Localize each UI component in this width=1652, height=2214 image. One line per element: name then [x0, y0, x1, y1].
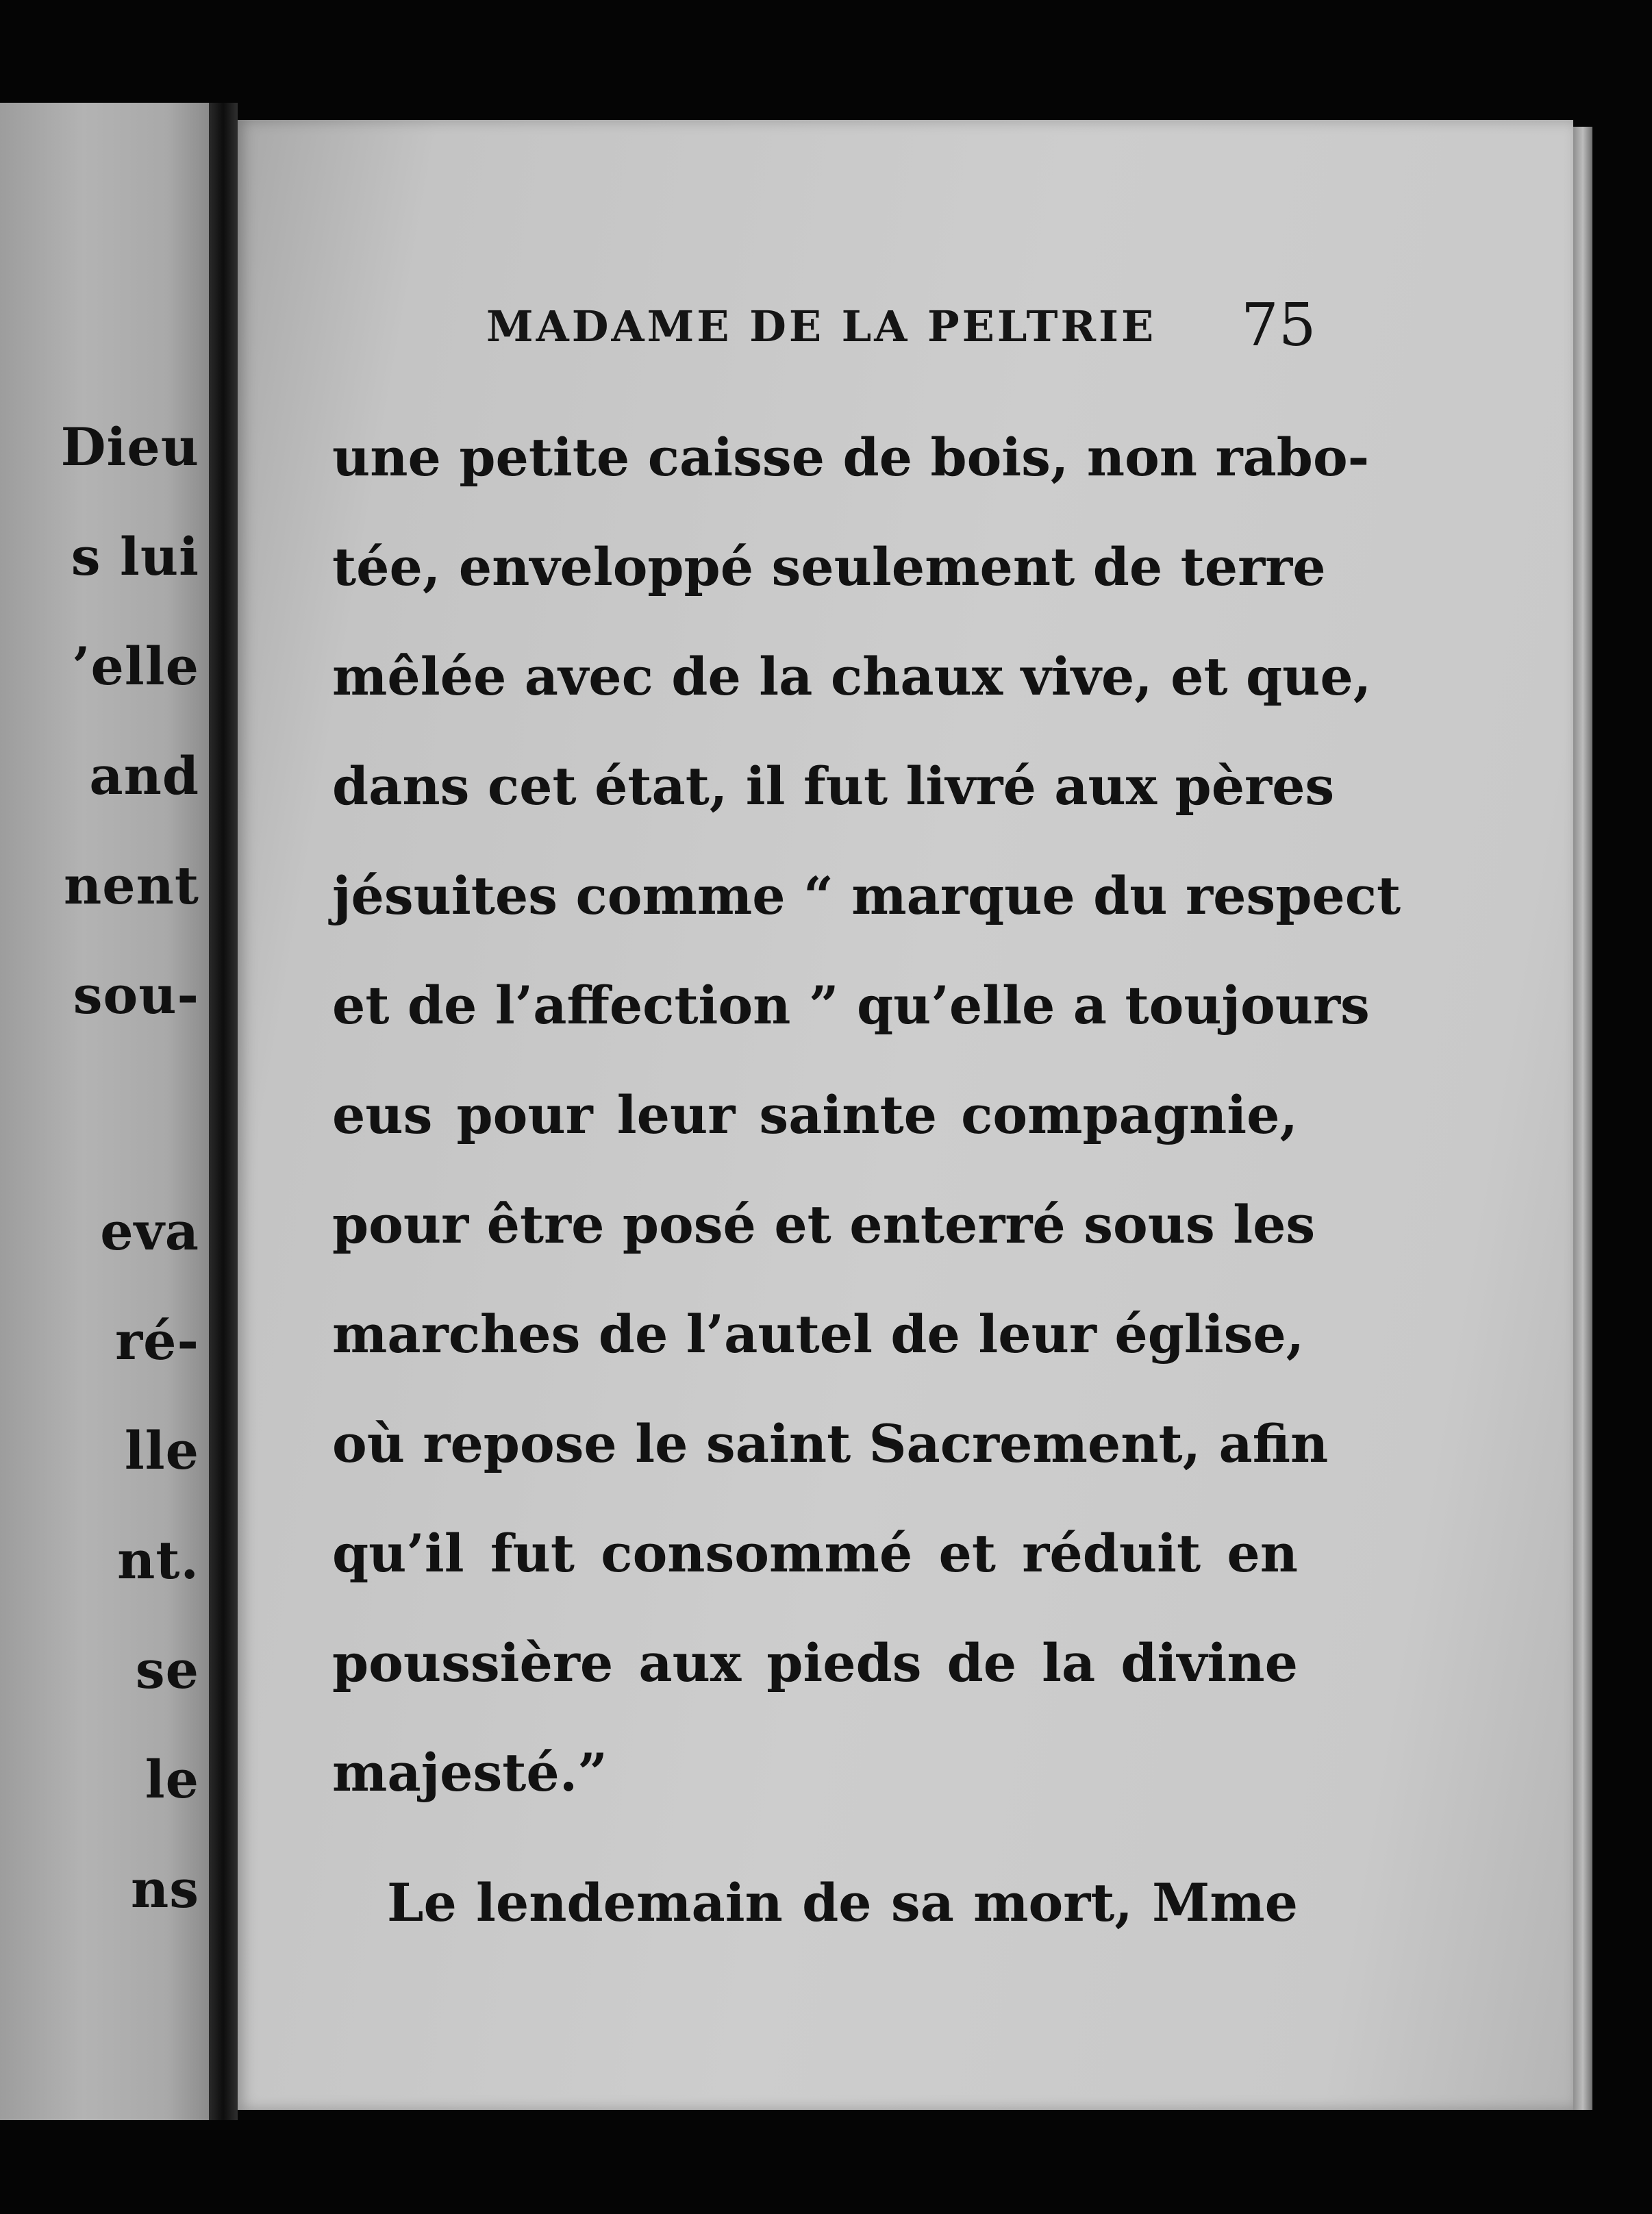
left-page-line: ré-	[115, 1310, 199, 1371]
body-text-line: poussière aux pieds de la divine	[332, 1632, 1298, 1693]
left-page-line: lle	[124, 1420, 199, 1481]
left-page-line: le	[145, 1749, 199, 1810]
body-text-line: tée, enveloppé seulement de terre	[332, 536, 1326, 597]
body-text-line: majesté.”	[332, 1742, 608, 1803]
body-text-line: une petite caisse de bois, non rabo-	[332, 427, 1370, 488]
left-page-line: ns	[130, 1858, 199, 1919]
left-page-line: eva	[100, 1201, 199, 1262]
page-number: 75	[1241, 291, 1316, 360]
book-gutter	[209, 103, 238, 2120]
left-page-line: sou-	[73, 965, 199, 1025]
body-text-line: eus pour leur sainte compagnie,	[332, 1084, 1298, 1145]
left-page-line: and	[89, 745, 199, 806]
body-text-line: jésuites comme “ marque du respect	[332, 865, 1401, 926]
left-page-line: ’elle	[72, 636, 199, 697]
left-page-fragment	[0, 103, 209, 2120]
left-page-line: nt.	[117, 1530, 199, 1591]
body-text-line: pour être posé et enterré sous les	[332, 1194, 1316, 1255]
body-text-line: dans cet état, il fut livré aux pères	[332, 756, 1335, 817]
body-text-line: mêlée avec de la chaux vive, et que,	[332, 646, 1372, 707]
left-page-line: nent	[64, 855, 199, 916]
paragraph-start-line: Le lendemain de sa mort, Mme	[387, 1872, 1298, 1933]
left-page-line: s lui	[71, 526, 199, 587]
body-text-line: et de l’affection ” qu’elle a toujours	[332, 975, 1370, 1036]
running-head: MADAME DE LA PELTRIE	[486, 301, 1157, 351]
body-text-line: où repose le saint Sacrement, afin	[332, 1413, 1329, 1474]
body-text-line: qu’il fut consommé et réduit en	[332, 1523, 1298, 1584]
left-page-line: Dieu	[60, 416, 199, 477]
body-text-line: marches de l’autel de leur église,	[332, 1304, 1305, 1365]
page-edge	[1573, 127, 1592, 2110]
left-page-line: se	[135, 1639, 199, 1700]
